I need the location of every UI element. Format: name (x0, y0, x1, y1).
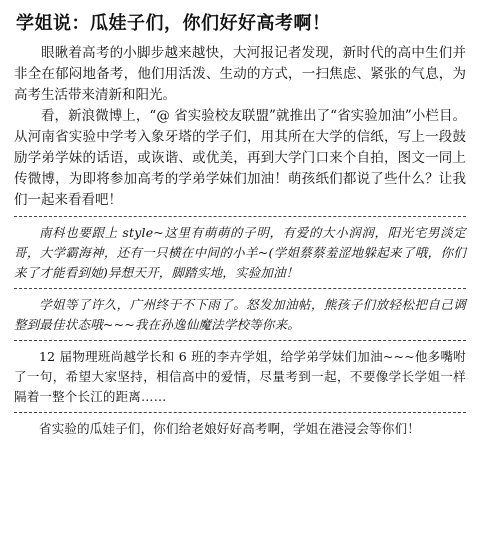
quote-hong-kong: 省实验的瓜娃子们，你们给老娘好好高考啊，学姐在港浸会等你们！ (39, 421, 421, 436)
dashed-divider (14, 340, 466, 341)
intro-paragraph: 眼瞅着高考的小脚步越来越快，大河报记者发现，新时代的高中生们并非全在郁闷地备考，他们用活泼、生动的方式，一扫焦虑、紧张的气息，为高考生活带来清新和阳光。 (14, 45, 466, 103)
dashed-divider (14, 412, 466, 413)
dashed-divider (14, 288, 466, 289)
weibo-paragraph: 看，新浪微博上，“@ 省实验校友联盟”就推出了“省实验加油”小栏目。从河南省实验中学考入象牙塔的学子们，用其所在大学的信纸，写上一段鼓励学弟学妹的话语，或诙谐、或优美，再到大学门口来个自拍，图文一同上传微博，为即将参加高考的学弟学妹们加油！萌孩纸们都说了些什么？让我们一起来看看吧！ (14, 108, 466, 208)
quote-physics-class: 12 届物理班尚越学长和 6 班的李卉学姐，给学弟学妹们加油~~~他多嘴咐了一句，希望大家坚持，相信高中的爱情，尽量考到一起，不要像学长学姐一样隔着一整个长江的距离…… (14, 349, 466, 404)
dashed-divider (14, 216, 466, 217)
article-headline: 学姐说：瓜娃子们，你们好好高考啊！ (16, 13, 331, 34)
quote-guangzhou: 学姐等了许久，广州终于不下雨了。怒发加油帖，熊孩子们放轻松把自己调整到最佳状态哦~~~我在孙逸仙魔法学校等你来。 (14, 297, 466, 332)
quote-southern-university: 南科也要跟上 style~这里有萌萌的子明，有爱的大小润润，阳光宅男淡定哥，大学霸海神，还有一只横在中间的小羊~(学姐蔡蔡羞涩地躲起来了哦，你们来了才能看到她)异想天开，脚踏实地，实验加油！ (14, 225, 466, 280)
